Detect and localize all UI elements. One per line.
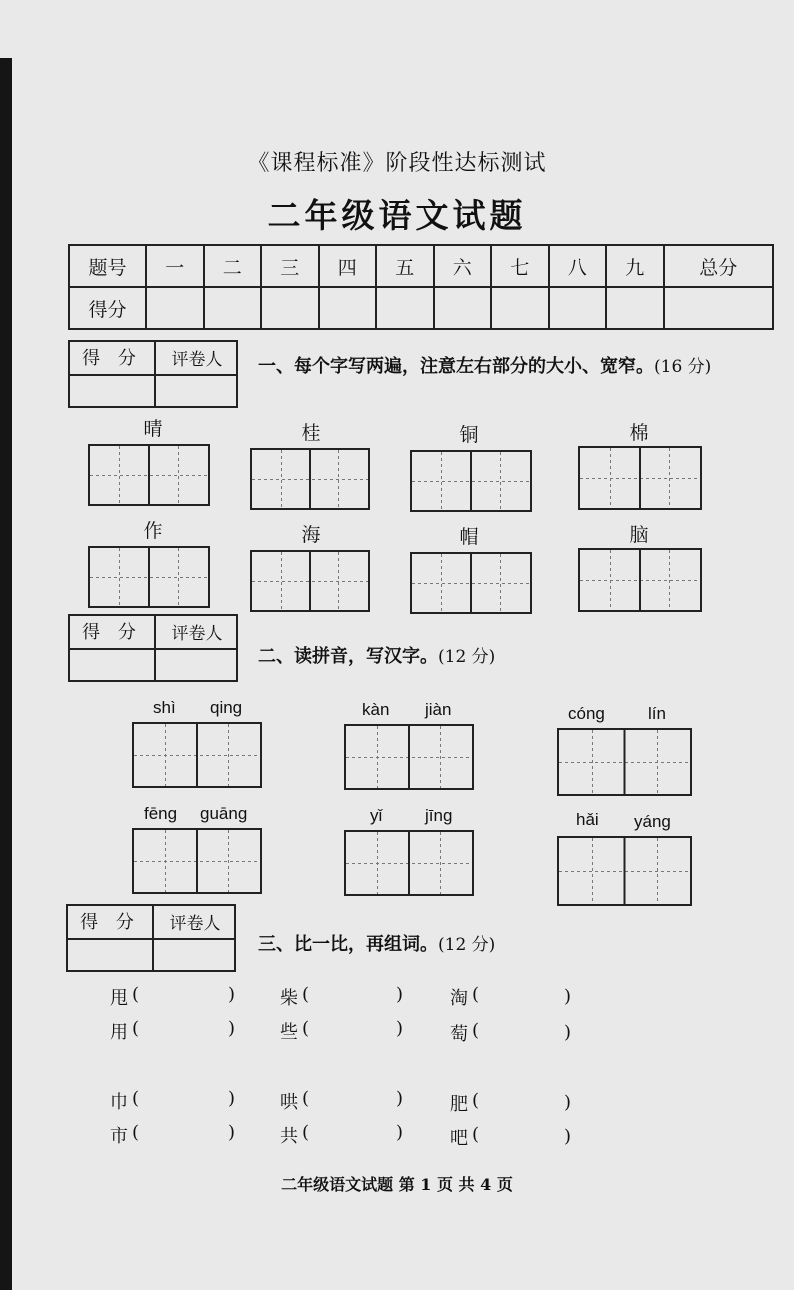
grader-label: 评卷人	[171, 350, 223, 370]
close-paren: )	[564, 1022, 572, 1043]
pinyin: yáng	[634, 812, 671, 831]
compare-word: 市	[110, 1126, 128, 1147]
grader-label: 评卷人	[169, 914, 221, 934]
score-column-header: 三	[261, 245, 319, 287]
open-paren: (	[472, 1124, 480, 1145]
section-2-title: 二、读拼音，写汉字。	[258, 646, 438, 667]
grader-box	[66, 904, 236, 972]
compare-word: 萄	[450, 1024, 468, 1045]
page-footer: 二年级语文试题 第 1 页 共 4 页	[281, 1175, 513, 1194]
score-column-header: 九	[606, 245, 664, 287]
section-1-title: 一、每个字写两遍，注意左右部分的大小、宽窄。	[258, 356, 654, 377]
close-paren: )	[564, 986, 572, 1007]
score-column-header: 一	[146, 245, 204, 287]
writing-grid[interactable]	[88, 444, 210, 506]
close-paren: )	[396, 984, 404, 1005]
score-label: 得 分	[80, 912, 140, 933]
compare-word: 共	[280, 1126, 298, 1147]
grader-box	[68, 614, 238, 682]
open-paren: (	[302, 1088, 310, 1109]
compare-word: 吧	[450, 1128, 468, 1149]
writing-grid[interactable]	[344, 830, 474, 896]
score-column-header: 四	[319, 245, 377, 287]
grader-box	[68, 340, 238, 408]
close-paren: )	[228, 1018, 236, 1039]
writing-grid[interactable]	[557, 836, 692, 906]
writing-grid[interactable]	[132, 722, 262, 788]
close-paren: )	[396, 1018, 404, 1039]
section-3-heading	[258, 930, 495, 956]
pinyin: jīng	[425, 806, 453, 825]
open-paren: (	[302, 1018, 310, 1039]
compare-word: 用	[110, 1022, 128, 1043]
practice-character: 铜	[459, 424, 479, 446]
score-column-header: 五	[376, 245, 434, 287]
writing-grid[interactable]	[250, 448, 370, 510]
open-paren: (	[132, 1018, 140, 1039]
compare-word: 肥	[450, 1094, 468, 1115]
section-3-points: (12 分)	[438, 935, 496, 955]
practice-character: 海	[301, 524, 321, 546]
practice-character: 棉	[629, 422, 649, 444]
section-2-points: (12 分)	[438, 647, 496, 667]
section-1-points: (16 分)	[654, 357, 712, 377]
pinyin: fēng	[144, 804, 178, 823]
close-paren: )	[228, 984, 236, 1005]
scan-edge-bar	[0, 58, 12, 1290]
writing-grid[interactable]	[88, 546, 210, 608]
score-column-header: 八	[549, 245, 607, 287]
open-paren: (	[132, 1122, 140, 1143]
pinyin: yǐ	[370, 806, 383, 825]
score-label: 得 分	[82, 348, 142, 369]
score-column-header: 二	[204, 245, 262, 287]
score-column-header: 六	[434, 245, 492, 287]
score-cell	[319, 287, 377, 329]
grader-label: 评卷人	[171, 624, 223, 644]
score-cell	[376, 287, 434, 329]
practice-character: 晴	[143, 418, 163, 440]
score-cell	[434, 287, 492, 329]
open-paren: (	[132, 1088, 140, 1109]
writing-grid[interactable]	[578, 446, 702, 510]
score-label: 得 分	[82, 622, 142, 643]
score-column-header: 七	[491, 245, 549, 287]
writing-grid[interactable]	[557, 728, 692, 796]
open-paren: (	[132, 984, 140, 1005]
open-paren: (	[302, 984, 310, 1005]
compare-word: 些	[280, 1022, 298, 1043]
practice-character: 桂	[301, 422, 321, 444]
section-3-title: 三、比一比，再组词。	[258, 934, 438, 955]
close-paren: )	[396, 1122, 404, 1143]
score-cell	[664, 287, 774, 329]
section-1-heading	[258, 352, 711, 378]
open-paren: (	[302, 1122, 310, 1143]
writing-grid[interactable]	[410, 450, 532, 512]
compare-word: 巾	[110, 1092, 128, 1113]
score-cell	[146, 287, 204, 329]
pinyin: guāng	[200, 804, 248, 823]
exam-subtitle: 《课程标准》阶段性达标测试	[247, 151, 547, 176]
writing-grid[interactable]	[250, 550, 370, 612]
total-score-label: 总分	[664, 245, 774, 287]
compare-word: 淘	[450, 988, 468, 1009]
open-paren: (	[472, 1090, 480, 1111]
close-paren: )	[564, 1126, 572, 1147]
practice-character: 作	[143, 520, 163, 542]
question-number-label: 题号	[69, 245, 146, 287]
close-paren: )	[564, 1092, 572, 1113]
compare-word: 甩	[110, 988, 128, 1009]
pinyin: jiàn	[425, 700, 452, 719]
score-cell	[549, 287, 607, 329]
compare-word: 哄	[280, 1092, 298, 1113]
section-2-heading	[258, 642, 495, 668]
writing-grid[interactable]	[410, 552, 532, 614]
close-paren: )	[228, 1122, 236, 1143]
writing-grid[interactable]	[344, 724, 474, 790]
pinyin: cóng	[568, 704, 605, 723]
writing-grid[interactable]	[578, 548, 702, 612]
open-paren: (	[472, 1020, 480, 1041]
pinyin: kàn	[362, 700, 390, 719]
pinyin: lín	[648, 704, 666, 723]
practice-character: 帽	[459, 526, 479, 548]
pinyin: shì	[153, 698, 176, 717]
score-cell	[204, 287, 262, 329]
pinyin: qing	[210, 698, 243, 717]
score-summary-table	[68, 244, 774, 330]
score-cell	[491, 287, 549, 329]
exam-title: 二年级语文试题	[267, 196, 527, 235]
writing-grid[interactable]	[132, 828, 262, 894]
close-paren: )	[228, 1088, 236, 1109]
score-cell	[606, 287, 664, 329]
practice-character: 脑	[629, 524, 649, 546]
score-row-label: 得分	[69, 287, 146, 329]
close-paren: )	[396, 1088, 404, 1109]
score-cell	[261, 287, 319, 329]
compare-word: 柴	[280, 988, 298, 1009]
open-paren: (	[472, 984, 480, 1005]
pinyin: hǎi	[576, 810, 599, 829]
